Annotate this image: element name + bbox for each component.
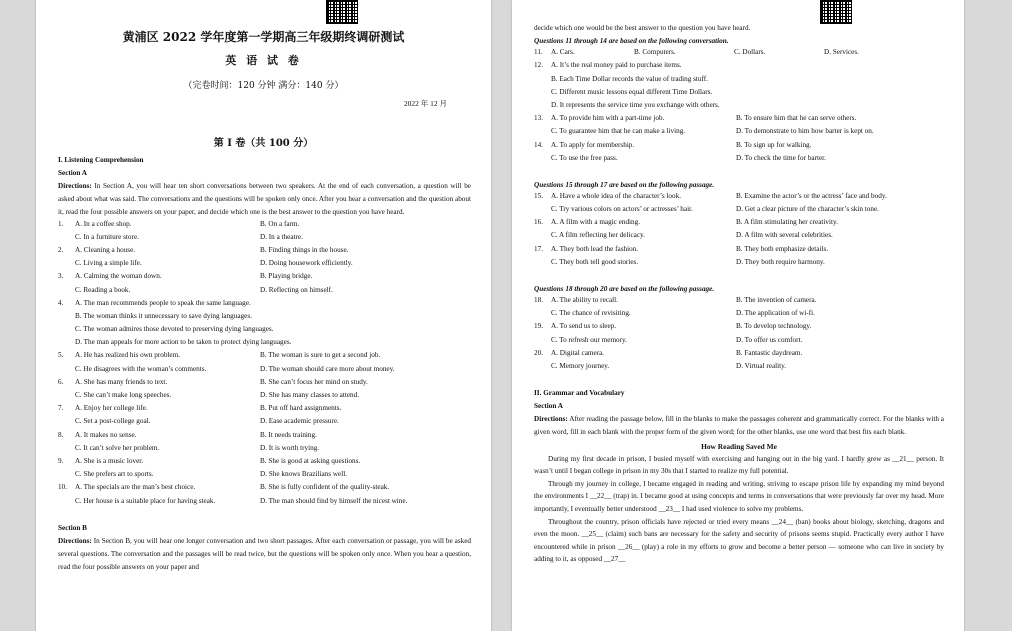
- option-right: B. A film stimulating her creativity.: [736, 218, 838, 227]
- left-content: [58, 154, 471, 574]
- question-row: [534, 309, 944, 322]
- right-content: [534, 22, 944, 566]
- question-row: [58, 259, 471, 272]
- question-row: [534, 61, 944, 74]
- question-row: [58, 299, 471, 312]
- option-left: A. It’s the real money paid to purchase items.: [551, 61, 682, 70]
- option-left: A. The man recommends people to speak the same language.: [75, 298, 251, 307]
- question-row: [534, 88, 944, 101]
- question-row: [58, 444, 471, 457]
- question-number: 3.: [58, 272, 64, 281]
- question-row: [534, 192, 944, 205]
- option-left: C. Reading a book.: [75, 285, 131, 294]
- question-group-heading: Questions 18 through 20 are based on the following passage.: [534, 285, 715, 294]
- option-left: A. Have a whole idea of the character’s look.: [551, 191, 681, 200]
- option-right: B. It needs training.: [260, 430, 317, 439]
- option-left: C. Try various colors on actors’ or actresses’ hair.: [551, 205, 693, 214]
- option-right: B. To develop technology.: [736, 322, 812, 331]
- question-group-heading: Questions 11 through 14 are based on the following conversation.: [534, 37, 729, 46]
- question-row: [534, 141, 944, 154]
- option-right: D. She knows Brazilians well.: [260, 470, 348, 479]
- option-left: C. In a furniture store.: [75, 232, 139, 241]
- grammar-directions-label: Directions:: [534, 415, 568, 424]
- option-left: A. To apply for membership.: [551, 140, 635, 149]
- option-b: B. Computers.: [634, 48, 676, 57]
- question-number: 8.: [58, 430, 64, 439]
- question-row: [58, 431, 471, 444]
- option-right: D. They both require harmony.: [736, 257, 825, 266]
- question-row: [58, 497, 471, 510]
- question-number: 5.: [58, 351, 64, 360]
- passage-paragraph: Through my journey in college, I became engaged in reading and writing, striving to escape prison life by expanding my mind beyond the environments I __22__ (trap) in. I became good at using concepts and terms in conversations that were previously far over my head. More importantly, I eventually better understood __23__ I had used violence to solve my problems.: [534, 479, 944, 513]
- question-row: [58, 351, 471, 364]
- grammar-section-a: Section A: [534, 402, 563, 411]
- question-list: [534, 61, 944, 167]
- directions-b: [58, 535, 471, 575]
- question-group-heading: Questions 15 through 17 are based on the following passage.: [534, 180, 715, 189]
- option-left: A. They both lead the fashion.: [551, 244, 639, 253]
- option-right: B. She is fully confident of the quality-steak.: [260, 483, 390, 492]
- option-right: D. Get a clear picture of the character’s skin tone.: [736, 205, 879, 214]
- option-right: B. The invention of camera.: [736, 296, 817, 305]
- option-left: C. Her house is a suitable place for having steak.: [75, 496, 216, 505]
- top-line: decide which one would be the best answer to the question you have heard.: [534, 24, 751, 32]
- passage-title: How Reading Saved Me: [701, 441, 777, 451]
- question-row: [58, 404, 471, 417]
- qr-code: [326, 0, 358, 24]
- option-left: C. The woman admires those devoted to preserving dying languages.: [75, 325, 274, 334]
- option-right: D. To check the time for barter.: [736, 153, 826, 162]
- exam-time-info: （完卷时间：120 分钟 满分：140 分）: [183, 81, 344, 91]
- question-number: 13.: [534, 114, 543, 123]
- option-left: B. Each Time Dollar records the value of trading stuff.: [551, 74, 708, 83]
- option-right: D. To demonstrate to him how barter is kept on.: [736, 127, 874, 136]
- question-row: [58, 246, 471, 259]
- option-right: D. The woman should care more about money.: [260, 364, 395, 373]
- option-right: D. It is worth trying.: [260, 443, 320, 452]
- question-number: 2.: [58, 245, 64, 254]
- question-row: [58, 286, 471, 299]
- page-left: [36, 0, 491, 631]
- question-row: [534, 362, 944, 375]
- question-row: [534, 205, 944, 218]
- exam-title: 黄浦区 2022 学年度第一学期高三年级期终调研测试: [122, 30, 405, 44]
- passage-paragraph: Throughout the country, prison officials have rejected or tried every means __24__ (ban) books about biology, sketching, dragons and even the moon. __25__ (claim) such bans are necessary for the safety and security of prisons seems stupid. Practically every author I have encountered while in prison __26__ (play) a role in my efforts to grow and become a better person — someone who can live in society by adding to it, as opposed __27__: [534, 517, 944, 564]
- exam-date: 2022 年 12 月: [403, 99, 447, 108]
- question-row: [534, 336, 944, 349]
- option-right: D. A film with several celebrities.: [736, 231, 833, 240]
- option-right: B. She is good at asking questions.: [260, 456, 361, 465]
- option-right: B. She can’t focus her mind on study.: [260, 377, 368, 386]
- question-row: [534, 48, 944, 61]
- question-row: [58, 233, 471, 246]
- question-list: [58, 220, 471, 510]
- directions-label: Directions:: [58, 182, 92, 190]
- option-left: C. She can’t make long speeches.: [75, 391, 172, 400]
- option-left: B. The woman thinks it unnecessary to save dying languages.: [75, 311, 252, 320]
- option-left: D. The man appeals for more action to be taken to protect dying languages.: [75, 338, 292, 347]
- question-row: [58, 457, 471, 470]
- option-left: C. The chance of revisiting.: [551, 309, 631, 318]
- question-number: 11.: [534, 48, 543, 57]
- option-right: D. Reflecting on himself.: [260, 285, 333, 294]
- qr-code-right: [820, 0, 852, 24]
- option-left: C. Memory journey.: [551, 361, 610, 370]
- directions-text: In Section A, you will hear ten short conversations between two speakers. At the end of each conversation, a question will be asked about what was said. The conversations and the questions will be spoken only once. After you hear a conversation and the question about it, read the four possible answers on your paper, and decide which one is the best answer to the question you have heard.: [58, 182, 472, 217]
- question-list: [534, 192, 944, 271]
- question-number: 9.: [58, 456, 64, 465]
- option-left: C. A film reflecting her delicacy.: [551, 231, 645, 240]
- question-row: [534, 322, 944, 335]
- option-left: A. Cleaning a house.: [75, 245, 136, 254]
- directions-b-text: In Section B, you will hear one longer conversation and two short passages. After each conversation or passage, you will be asked several questions. The conversation and the passages will be read twice, but the questions will be spoken only once. When you hear a question, read the four possible answers on your paper and: [58, 536, 471, 572]
- question-number: 10.: [58, 483, 67, 492]
- option-left: C. Different music lessons equal different Time Dollars.: [551, 87, 713, 96]
- option-d: D. Services.: [824, 48, 859, 57]
- question-row: [534, 245, 944, 258]
- option-c: C. Dollars.: [734, 48, 766, 57]
- option-right: B. They both emphasize details.: [736, 244, 829, 253]
- option-left: A. A film with a magic ending.: [551, 218, 641, 227]
- question-row: [534, 101, 944, 114]
- question-number: 17.: [534, 244, 543, 253]
- question-number: 7.: [58, 404, 64, 413]
- question-row: [534, 75, 944, 88]
- question-number: 15.: [534, 191, 543, 200]
- option-right: D. Virtual reality.: [736, 361, 787, 370]
- question-row: [534, 218, 944, 231]
- page-right: [512, 0, 964, 631]
- question-row: [58, 391, 471, 404]
- option-left: C. Set a post-college goal.: [75, 417, 151, 426]
- option-left: A. Enjoy her college life.: [75, 404, 148, 413]
- option-left: A. It makes no sense.: [75, 430, 137, 439]
- option-a: A. Cars.: [551, 48, 575, 57]
- option-left: A. The specials are the man’s best choice.: [75, 483, 196, 492]
- question-number: 4.: [58, 298, 64, 307]
- question-row: [534, 114, 944, 127]
- option-right: B. Finding things in the house.: [260, 245, 349, 254]
- part-title: 第 I 卷（共 100 分）: [213, 138, 314, 149]
- option-right: D. Doing housework efficiently.: [260, 259, 353, 268]
- grammar-directions-text: After reading the passage below, fill in the blanks to make the passages coherent and grammatically correct. For the blanks with a given word, fill in each blank with the proper form of the given word; for the other blanks, use one word that best fits each blank.: [534, 415, 944, 437]
- question-number: 12.: [534, 61, 543, 70]
- question-row: [534, 127, 944, 140]
- question-number: 19.: [534, 322, 543, 331]
- option-right: D. To offer us comfort.: [736, 335, 803, 344]
- exam-subtitle: 英 语 试 卷: [225, 54, 302, 67]
- question-number: 6.: [58, 377, 64, 386]
- option-left: A. Calming the woman down.: [75, 272, 162, 281]
- grammar-heading: II. Grammar and Vocabulary: [534, 389, 625, 398]
- question-row: [534, 296, 944, 309]
- option-left: C. She prefers art to sports.: [75, 470, 154, 479]
- question-row: [58, 483, 471, 496]
- question-row: [58, 378, 471, 391]
- question-row: [534, 154, 944, 167]
- option-right: D. She has many classes to attend.: [260, 391, 360, 400]
- question-number: 16.: [534, 218, 543, 227]
- option-right: D. The application of wi-fi.: [736, 309, 815, 318]
- question-number: 18.: [534, 296, 543, 305]
- option-left: C. To guarantee him that he can make a living.: [551, 127, 686, 136]
- directions-b-label: Directions:: [58, 536, 92, 545]
- option-left: A. The ability to recall.: [551, 296, 618, 305]
- question-number: 1.: [58, 219, 64, 228]
- question-row: [58, 470, 471, 483]
- option-right: B. The woman is sure to get a second job.: [260, 351, 381, 360]
- option-right: D. Ease academic pressure.: [260, 417, 339, 426]
- option-left: A. To send us to sleep.: [551, 322, 617, 331]
- option-right: D. The man should find by himself the nicest wine.: [260, 496, 408, 505]
- option-left: C. It can’t solve her problem.: [75, 443, 160, 452]
- question-row: [58, 365, 471, 378]
- option-right: D. In a theatre.: [260, 232, 303, 241]
- option-left: C. To refresh our memory.: [551, 335, 627, 344]
- option-right: B. Examine the actor’s or the actress’ face and body.: [736, 191, 887, 200]
- option-left: C. To use the free pass.: [551, 153, 618, 162]
- option-left: A. In a coffee shop.: [75, 219, 132, 228]
- section-b-heading: Section B: [58, 523, 87, 532]
- section-heading: I. Listening Comprehension: [58, 156, 144, 164]
- option-left: A. He has realized his own problem.: [75, 351, 180, 360]
- question-row: [534, 349, 944, 362]
- option-right: B. On a farm.: [260, 219, 300, 228]
- question-row: [58, 417, 471, 430]
- grammar-directions: [534, 413, 944, 439]
- question-number: 14.: [534, 140, 543, 149]
- option-left: C. He disagrees with the woman’s comments.: [75, 364, 207, 373]
- directions: [58, 180, 471, 220]
- option-left: A. She is a music lover.: [75, 456, 144, 465]
- passage-paragraph: During my first decade in prison, I busied myself with exercising and hanging out in the big yard. I hardly grew as __21__ person. It wasn’t until I began college in prison in my 30s that I started to realize my full potential.: [534, 454, 944, 476]
- option-left: C. They both tell good stories.: [551, 257, 639, 266]
- question-row: [58, 220, 471, 233]
- question-list: [534, 296, 944, 375]
- option-right: B. To ensure him that he can serve others.: [736, 114, 857, 123]
- option-left: A. To provide him with a part-time job.: [551, 114, 665, 123]
- question-row: [58, 312, 471, 325]
- question-row: [58, 325, 471, 338]
- option-left: C. Living a simple life.: [75, 259, 142, 268]
- question-number: 20.: [534, 348, 543, 357]
- question-row: [534, 231, 944, 244]
- option-right: B. Put off hard assignments.: [260, 404, 342, 413]
- option-right: B. Playing bridge.: [260, 272, 313, 281]
- question-row: [58, 338, 471, 351]
- option-left: A. She has many friends to text.: [75, 377, 168, 386]
- section-a-heading: Section A: [58, 169, 87, 177]
- option-right: B. To sign up for walking.: [736, 140, 812, 149]
- option-right: B. Fantastic daydream.: [736, 348, 803, 357]
- option-left: A. Digital camera.: [551, 348, 605, 357]
- question-row: [58, 272, 471, 285]
- option-left: D. It represents the service time you exchange with others.: [551, 100, 720, 109]
- question-row: [534, 258, 944, 271]
